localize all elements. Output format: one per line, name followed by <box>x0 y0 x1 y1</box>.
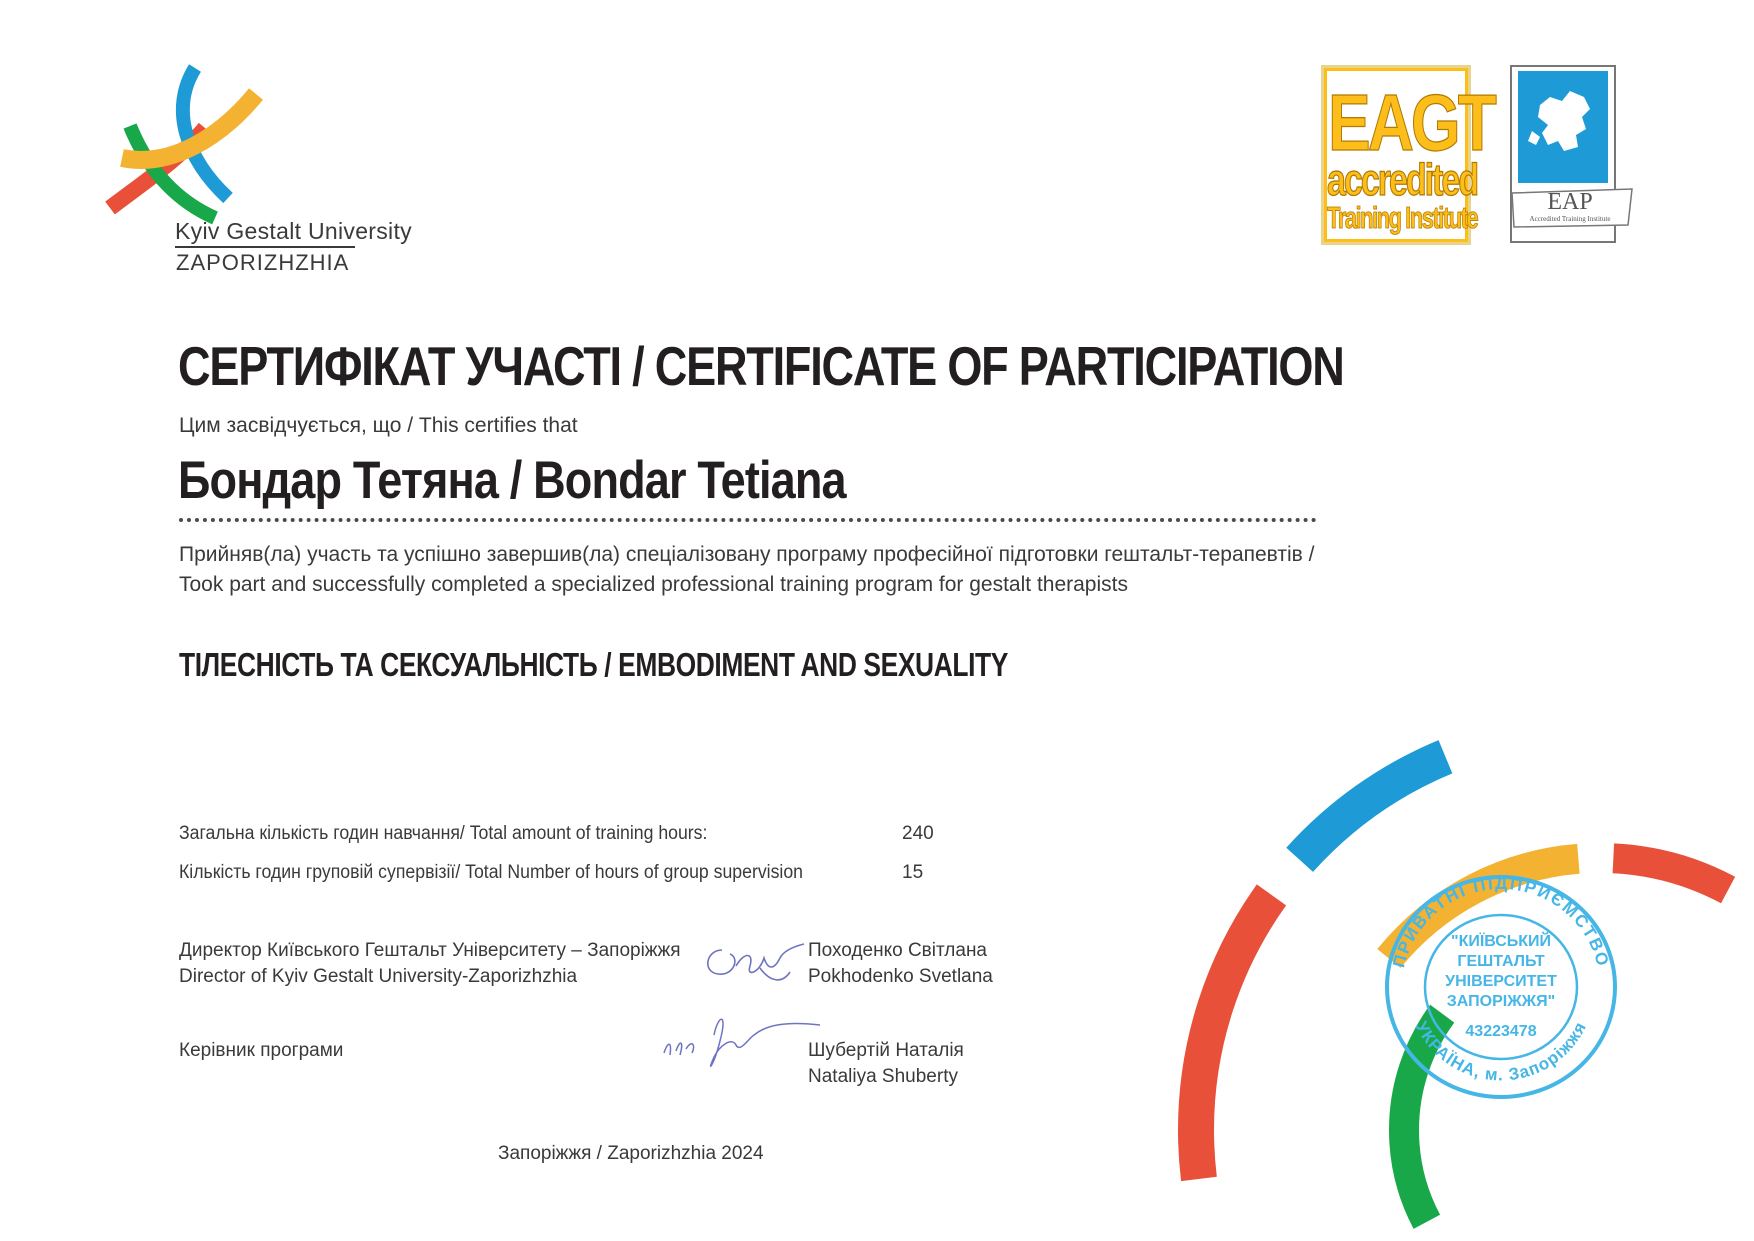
program-lead-name <box>808 1038 964 1090</box>
stamp-code: 43223478 <box>1465 1023 1537 1040</box>
eagt-badge-title: EAGT <box>1328 77 1494 168</box>
program-lead-signature <box>656 1005 826 1085</box>
eagt-badge-accredited: accredited <box>1327 156 1478 206</box>
eap-badge-title: EAP <box>1547 189 1593 215</box>
logo-city: ZAPORIZHZHIA <box>176 250 350 275</box>
program-lead-role <box>179 1038 343 1064</box>
stamp-outer-top: ПРИВАТНІ ПІДПРИЄМСТВО <box>1389 873 1613 970</box>
director-name-uk: Походенко Світлана <box>808 940 987 961</box>
director-name-en: Pokhodenko Svetlana <box>808 966 993 987</box>
total-hours-value: 240 <box>902 823 934 844</box>
stamp-center-line-1: "КИЇВСЬКИЙ <box>1450 933 1552 950</box>
supervision-hours-value: 15 <box>902 862 924 883</box>
place-and-year: Запоріжжя / Zaporizhzhia 2024 <box>498 1143 764 1164</box>
total-hours-label: Загальна кількість годин навчання/ Total amount of training hours: <box>179 823 708 844</box>
logo-divider <box>175 246 355 248</box>
stamp-center-line-4: ЗАПОРІЖЖЯ" <box>1446 993 1556 1010</box>
director-role-en: Director of Kyiv Gestalt University-Zaporizhzhia <box>179 966 578 987</box>
eagt-accreditation-badge <box>1321 65 1494 245</box>
director-role-uk: Директор Київського Гештальт Університету – Запоріжжя <box>179 940 681 961</box>
director-role <box>179 938 681 990</box>
program-lead-name-en: Nataliya Shuberty <box>808 1066 958 1087</box>
supervision-hours-label: Кількість годин груповій супервізії/ Total Number of hours of group supervision <box>179 862 804 883</box>
official-stamp <box>1378 872 1624 1102</box>
recipient-name: Бондар Тетяна / Bondar Tetiana <box>178 451 846 510</box>
recipient-underline <box>179 518 1317 522</box>
director-signature <box>700 932 810 992</box>
eagt-badge-institute: Training Institute <box>1327 200 1478 235</box>
certifies-line: Цим засвідчується, що / This certifies that <box>179 414 578 437</box>
program-name: ТІЛЕСНІСТЬ ТА СЕКСУАЛЬНІСТЬ / EMBODIMENT AND SEXUALITY <box>179 646 1008 683</box>
logo-university-name: Kyiv Gestalt University <box>175 218 412 244</box>
director-name <box>808 938 993 990</box>
program-lead-role-uk: Керівник програми <box>179 1040 344 1061</box>
description-english: Took part and successfully completed a specialized professional training program for gestalt therapists <box>179 573 1128 596</box>
stamp-center-line-2: ГЕШТАЛЬТ <box>1457 953 1545 970</box>
stamp-center-line-3: УНІВЕРСИТЕТ <box>1445 973 1557 990</box>
stamp-outer-bottom: УКРАЇНА, м. Запоріжжя <box>1411 1018 1591 1085</box>
certificate-title: СЕРТИФІКАТ УЧАСТІ / CERTIFICATE OF PARTICIPATION <box>178 335 1344 397</box>
description-ukrainian: Прийняв(ла) участь та успішно завершив(ла) спеціалізовану програму професійної підготовки гештальт-терапевтів / <box>179 543 1315 566</box>
eap-badge-subtitle: Accredited Training Institute <box>1529 215 1611 223</box>
program-lead-name-uk: Шубертій Наталія <box>808 1040 964 1061</box>
eap-accreditation-badge <box>1510 65 1634 243</box>
